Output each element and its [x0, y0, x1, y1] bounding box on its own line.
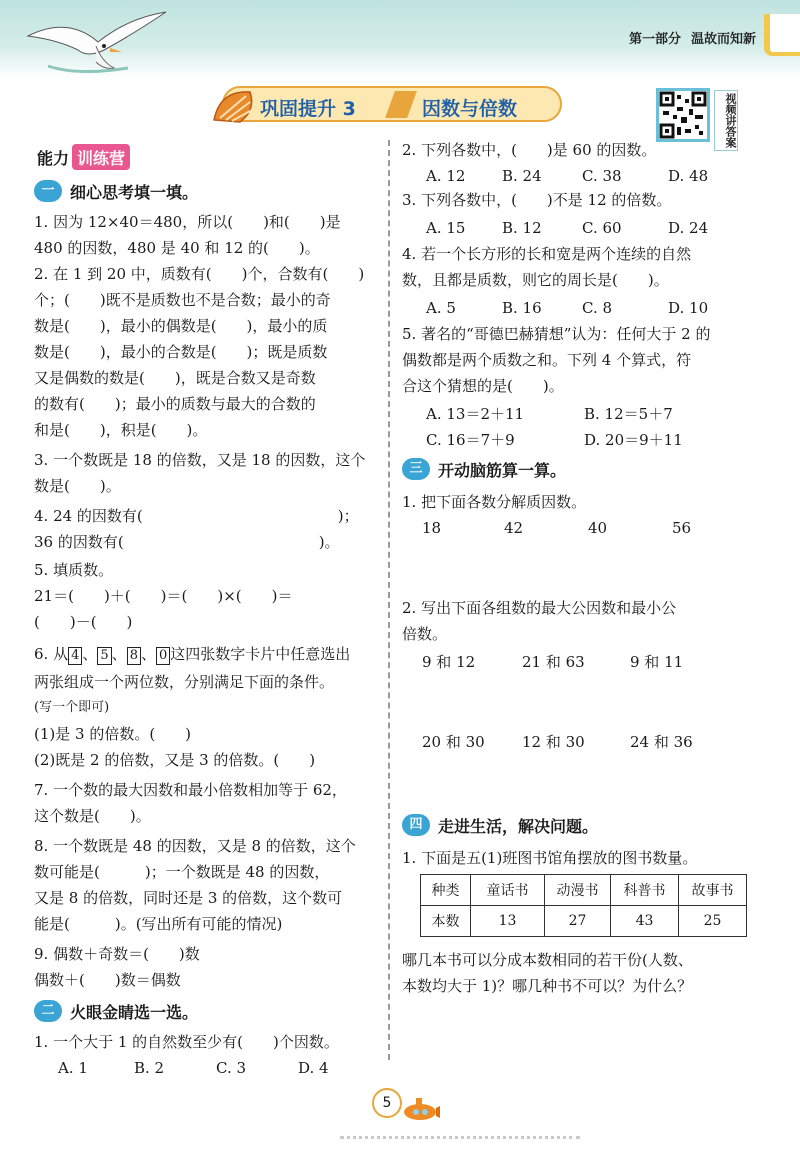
corner-tab — [764, 14, 800, 56]
fill-line-1: 1. 因为 12×40＝480，所以( )和( )是 — [34, 213, 341, 231]
fill-line-15: 21＝( )＋( )＝( )×( )＝ — [34, 587, 293, 605]
section-1-number: 一 — [34, 180, 62, 202]
calc-q1: 1. 把下面各数分解质因数。 — [402, 493, 587, 511]
table-cell: 童话书 — [471, 875, 545, 906]
q6-start: 6. 从 — [34, 645, 69, 663]
fill-line-8: 的数有( )；最小的质数与最大的合数的 — [34, 395, 316, 413]
section-3-title: 开动脑筋算一算。 — [438, 460, 567, 480]
section-3-number: 三 — [402, 458, 430, 480]
calc-pair-4: 20 和 30 — [422, 733, 485, 751]
life-ask-1: 哪几本书可以分成本数相同的若干份(人数、 — [402, 951, 693, 969]
fill-line-7: 又是偶数的数是( )，既是合数又是奇数 — [34, 369, 316, 387]
fill-line-20: (1)是 3 的倍数。( ) — [34, 725, 192, 743]
section-2-heading — [34, 998, 198, 1024]
calc-num-42: 42 — [504, 519, 524, 537]
q6-sep-2: 、 — [111, 645, 127, 663]
part-label: 第一部分 — [628, 32, 681, 47]
digit-card-4: 4 — [68, 647, 82, 665]
table-cell: 43 — [611, 906, 679, 937]
choice-q1-opt-c[interactable]: C. 3 — [216, 1059, 247, 1077]
table-cell: 种类 — [421, 875, 471, 906]
title-divider — [385, 91, 417, 118]
lesson-topic: 因数与倍数 — [422, 98, 518, 120]
ability-label-b: 训练营 — [72, 144, 130, 170]
table-cell: 27 — [545, 906, 611, 937]
life-ask-2: 本数均大于 1)？哪几种书不可以？为什么？ — [402, 977, 693, 995]
section-3-heading — [402, 456, 566, 482]
choice-q3-opt-b[interactable]: B. 12 — [502, 219, 542, 237]
choice-q1-opt-a[interactable]: A. 1 — [58, 1059, 88, 1077]
lesson-title: 巩固提升 3 — [260, 98, 356, 120]
section-4-number: 四 — [402, 814, 430, 836]
fill-line-21: (2)既是 2 的倍数，又是 3 的倍数。( ) — [34, 751, 316, 769]
choice-q3-opt-d[interactable]: D. 24 — [668, 219, 709, 237]
part-subtitle: 温故而知新 — [690, 32, 756, 47]
fill-line-5: 数是( )，最小的偶数是( )，最小的质 — [34, 317, 328, 335]
calc-q2-line-2: 倍数。 — [402, 625, 448, 643]
choice-q5-line-3: 合这个猜想的是( )。 — [402, 377, 564, 395]
choice-q5-opt-b[interactable]: B. 12＝5＋7 — [584, 405, 673, 423]
shell-icon — [210, 84, 256, 126]
digit-card-8: 8 — [127, 647, 141, 665]
choice-q2-opt-a[interactable]: A. 12 — [426, 167, 466, 185]
calc-num-18: 18 — [422, 519, 442, 537]
seagull-illustration — [18, 6, 168, 78]
choice-q2: 2. 下列各数中，( )是 60 的因数。 — [402, 141, 657, 159]
choice-q2-opt-d[interactable]: D. 48 — [668, 167, 709, 185]
fill-line-27: 能是( )。(写出所有可能的情况) — [34, 915, 283, 933]
qr-caption: 视频讲答案 — [714, 90, 738, 151]
choice-q4-opt-c[interactable]: C. 8 — [582, 299, 613, 317]
fill-line-25: 数可能是( )；一个数既是 48 的因数， — [34, 863, 330, 881]
choice-q4-opt-b[interactable]: B. 16 — [502, 299, 542, 317]
table-row — [421, 875, 747, 906]
q6-line — [34, 642, 350, 666]
fill-line-4: 个；( )既不是质数也不是合数；最小的奇 — [34, 291, 331, 309]
table-cell: 13 — [471, 906, 545, 937]
page-number: 5 — [372, 1088, 402, 1118]
fill-line-22: 7. 一个数的最大因数和最小倍数相加等于 62， — [34, 781, 347, 799]
table-row — [421, 906, 747, 937]
q6-sep-3: 、 — [140, 645, 156, 663]
table-cell: 科普书 — [611, 875, 679, 906]
footer-dots — [340, 1136, 580, 1142]
column-divider — [388, 140, 390, 1060]
section-2-number: 二 — [34, 1000, 62, 1022]
digit-card-0: 0 — [156, 647, 170, 665]
calc-pair-5: 12 和 30 — [522, 733, 585, 751]
choice-q5-line-1: 5. 著名的“哥德巴赫猜想”认为：任何大于 2 的 — [402, 325, 711, 343]
fill-line-2: 480 的因数，480 是 40 和 12 的( )。 — [34, 239, 320, 257]
choice-q5-opt-a[interactable]: A. 13＝2＋11 — [426, 405, 525, 423]
table-cell: 本数 — [421, 906, 471, 937]
calc-pair-2: 21 和 63 — [522, 653, 585, 671]
choice-q4-line-2: 数，且都是质数，则它的周长是( )。 — [402, 271, 669, 289]
choice-q5-opt-c[interactable]: C. 16＝7＋9 — [426, 431, 515, 449]
ability-label-a: 能力 — [37, 149, 70, 168]
q6-tail: 这四张数字卡片中任意选出 — [170, 645, 351, 663]
choice-q5-opt-d[interactable]: D. 20＝9＋11 — [584, 431, 683, 449]
fill-line-12: 4. 24 的因数有( )； — [34, 507, 359, 525]
calc-q2-line-1: 2. 写出下面各组数的最大公因数和最小公 — [402, 599, 677, 617]
section-4-heading — [402, 812, 598, 838]
fill-line-11: 数是( )。 — [34, 477, 121, 495]
fill-line-28: 9. 偶数＋奇数＝( )数 — [34, 945, 200, 963]
choice-q3-opt-c[interactable]: C. 60 — [582, 219, 622, 237]
title-banner — [222, 86, 562, 122]
choice-q4-opt-d[interactable]: D. 10 — [668, 299, 709, 317]
q6-sep-1: 、 — [82, 645, 98, 663]
calc-pair-6: 24 和 36 — [630, 733, 693, 751]
choice-q4-line-1: 4. 若一个长方形的长和宽是两个连续的自然 — [402, 245, 692, 263]
choice-q2-opt-b[interactable]: B. 24 — [502, 167, 542, 185]
fill-line-6: 数是( )，最小的合数是( )；既是质数 — [34, 343, 328, 361]
fill-line-13: 36 的因数有( )。 — [34, 533, 340, 551]
calc-pair-3: 9 和 11 — [630, 653, 684, 671]
calc-num-56: 56 — [672, 519, 692, 537]
choice-q4-opt-a[interactable]: A. 5 — [426, 299, 456, 317]
choice-q1-opt-d[interactable]: D. 4 — [298, 1059, 329, 1077]
choice-q3: 3. 下列各数中，( )不是 12 的倍数。 — [402, 191, 672, 209]
fill-line-16: ( )－( ) — [34, 613, 133, 631]
fill-line-29: 偶数＋( )数＝偶数 — [34, 971, 181, 989]
table-cell: 25 — [679, 906, 747, 937]
calc-num-40: 40 — [588, 519, 608, 537]
section-1-title: 细心思考填一填。 — [70, 182, 199, 202]
fill-line-10: 3. 一个数既是 18 的倍数，又是 18 的因数，这个 — [34, 451, 366, 469]
choice-q1: 1. 一个大于 1 的自然数至少有( )个因数。 — [34, 1033, 339, 1051]
table-cell: 动漫书 — [545, 875, 611, 906]
section-1-heading — [34, 178, 198, 204]
fill-line-3: 2. 在 1 到 20 中，质数有( )个，合数有( ) — [34, 265, 365, 283]
book-table — [420, 874, 747, 937]
fill-line-18: 两张组成一个两位数，分别满足下面的条件。 — [34, 673, 335, 691]
fill-line-14: 5. 填质数。 — [34, 561, 114, 579]
fill-line-19: (写一个即可) — [34, 700, 110, 715]
choice-q1-opt-b[interactable]: B. 2 — [134, 1059, 165, 1077]
choice-q5-line-2: 偶数都是两个质数之和。下列 4 个算式，符 — [402, 351, 692, 369]
fill-line-26: 又是 8 的倍数，同时还是 3 的倍数，这个数可 — [34, 889, 343, 907]
section-label — [619, 28, 756, 47]
fill-line-23: 这个数是( )。 — [34, 807, 151, 825]
qr-code[interactable] — [656, 88, 710, 142]
section-2-title: 火眼金睛选一选。 — [70, 1002, 199, 1022]
calc-pair-1: 9 和 12 — [422, 653, 476, 671]
fill-line-24: 8. 一个数既是 48 的因数，又是 8 的倍数，这个 — [34, 837, 356, 855]
ability-heading — [34, 144, 130, 170]
life-q1: 1. 下面是五(1)班图书馆角摆放的图书数量。 — [402, 849, 698, 867]
choice-q2-opt-c[interactable]: C. 38 — [582, 167, 622, 185]
section-4-title: 走进生活，解决问题。 — [438, 816, 599, 836]
fill-line-9: 和是( )，积是( )。 — [34, 421, 208, 439]
choice-q3-opt-a[interactable]: A. 15 — [426, 219, 466, 237]
table-cell: 故事书 — [679, 875, 747, 906]
submarine-icon — [396, 1094, 440, 1122]
digit-card-5: 5 — [97, 647, 111, 665]
